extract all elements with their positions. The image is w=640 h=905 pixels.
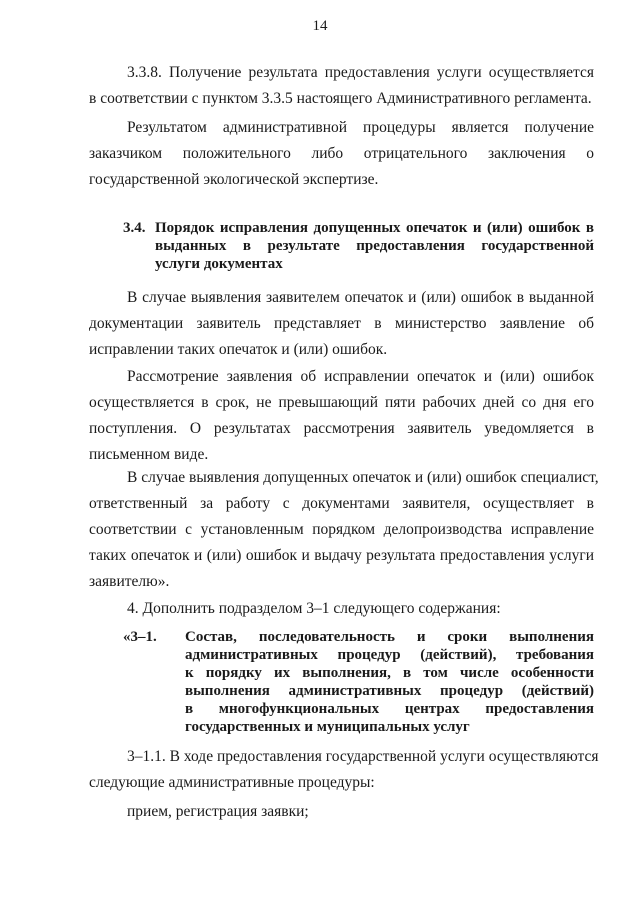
text-line: Результатом административной процедуры является получение xyxy=(127,119,594,136)
list-item xyxy=(89,799,594,825)
text-line: в соответствии с пунктом 3.3.5 настоящего Административного регламента. xyxy=(89,90,592,107)
section-heading-3-4 xyxy=(123,219,594,273)
heading-line: к порядку их выполнения, в том числе особенности xyxy=(185,665,594,681)
paragraph-result xyxy=(89,115,594,193)
heading-line: услуги документах xyxy=(155,256,283,272)
text-line: поступления. О результатах рассмотрения заявитель уведомляется в xyxy=(89,420,594,437)
heading-line: выданных в результате предоставления государственной xyxy=(155,238,594,254)
subsection-number: «3–1. xyxy=(123,629,157,645)
paragraph-correction xyxy=(89,465,599,595)
text-line: заявителю». xyxy=(89,573,170,590)
heading-line: выполнения административных процедур (действий) xyxy=(185,683,594,699)
text-line: 3–1.1. В ходе предоставления государственной услуги осуществляются xyxy=(127,748,599,765)
text-line: прием, регистрация заявки; xyxy=(127,803,309,820)
subsection-heading-3-1 xyxy=(123,628,594,736)
text-line: В случае выявления допущенных опечаток и (или) ошибок специалист, xyxy=(127,469,599,486)
text-line: государственной экологической экспертизе. xyxy=(89,171,379,188)
paragraph-amendment xyxy=(89,596,594,622)
text-line: таких опечаток и (или) ошибок и выдачу результата предоставления услуги xyxy=(89,547,594,564)
paragraph-3-1-1 xyxy=(89,744,599,796)
text-line: Рассмотрение заявления об исправлении опечаток и (или) ошибок xyxy=(127,368,594,385)
text-line: исправлении таких опечаток и (или) ошибок. xyxy=(89,341,388,358)
text-line: соответствии с установленным порядком делопроизводства исправление xyxy=(89,521,594,538)
text-line: 3.3.8. Получение результата предоставления услуги осуществляется xyxy=(127,64,594,81)
text-line: ответственный за работу с документами заявителя, осуществляет в xyxy=(89,495,594,512)
heading-line: в многофункциональных центрах предоставления xyxy=(185,701,594,717)
text-line: документации заявитель представляет в министерство заявление об xyxy=(89,315,594,332)
text-line: осуществляется в срок, не превышающий пяти рабочих дней со дня его xyxy=(89,394,594,411)
heading-line: Состав, последовательность и сроки выполнения xyxy=(185,629,594,645)
text-line: письменном виде. xyxy=(89,446,209,463)
heading-line: Порядок исправления допущенных опечаток и (или) ошибок в xyxy=(155,220,594,236)
text-line: В случае выявления заявителем опечаток и (или) ошибок в выданной xyxy=(127,289,594,306)
text-line: 4. Дополнить подразделом 3–1 следующего содержания: xyxy=(127,600,501,617)
text-line: следующие административные процедуры: xyxy=(89,774,375,791)
heading-line: административных процедур (действий), требования xyxy=(185,647,594,663)
paragraph-errors xyxy=(89,285,594,363)
paragraph-review xyxy=(89,364,594,468)
section-number: 3.4. xyxy=(123,220,146,236)
page-number: 14 xyxy=(312,18,328,34)
text-line: заказчиком положительного либо отрицательного заключения о xyxy=(89,145,594,162)
heading-line: государственных и муниципальных услуг xyxy=(185,719,470,735)
paragraph-3-3-8 xyxy=(89,60,594,112)
